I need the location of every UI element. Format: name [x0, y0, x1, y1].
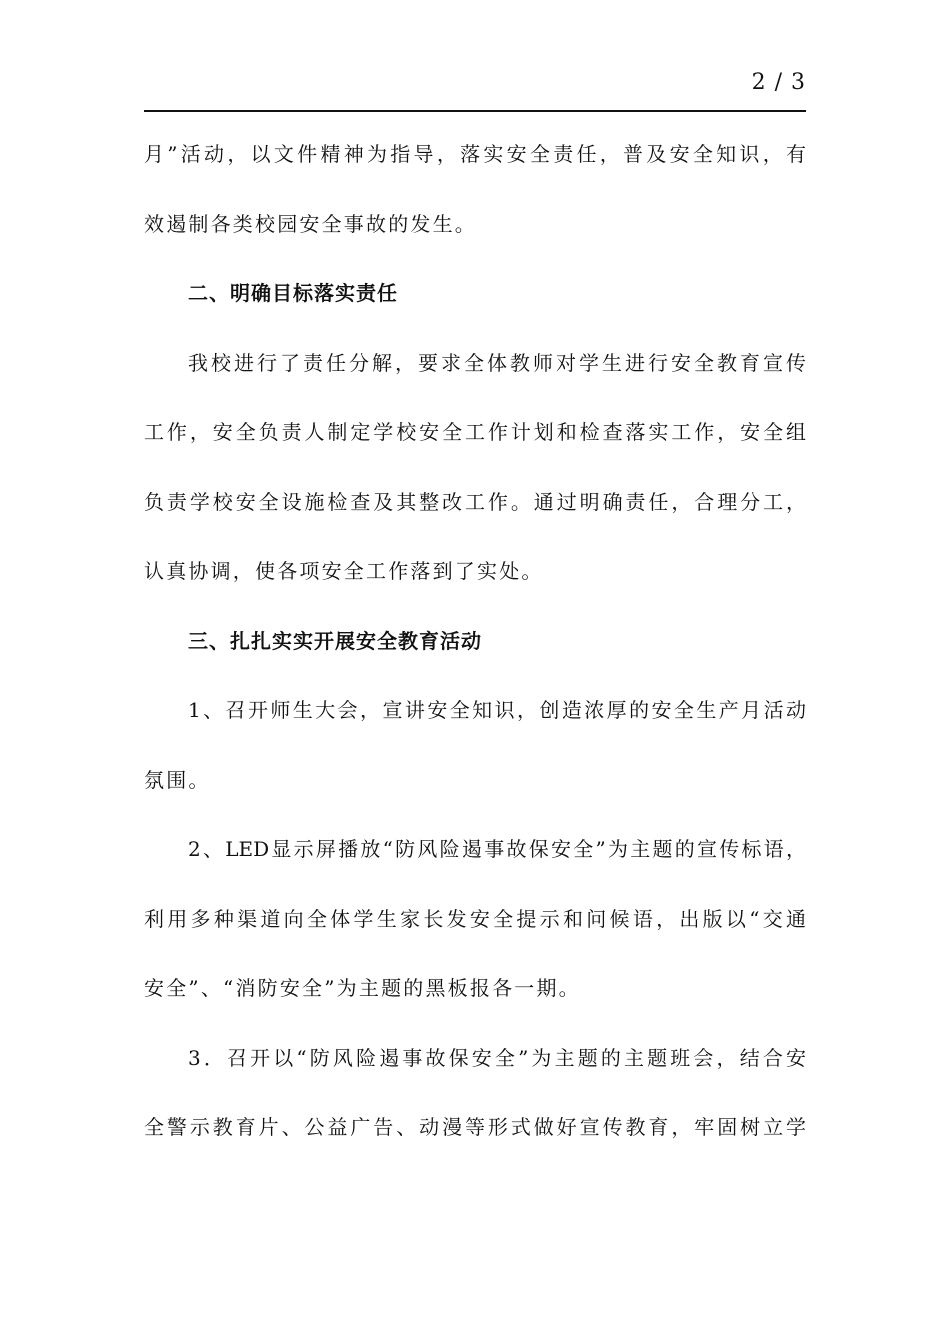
text-line: 3．召开以“防风险遏事故保安全”为主题的主题班会，结合安	[188, 1045, 806, 1070]
section-heading: 三、扎扎实实开展安全教育活动	[188, 628, 482, 653]
section-heading: 二、明确目标落实责任	[188, 281, 398, 305]
text-line: 月”活动，以文件精神为指导，落实安全责任，普及安全知识，有	[144, 142, 806, 166]
text-line: 2、LED显示屏播放“防风险遏事故保安全”为主题的宣传标语，	[188, 837, 806, 861]
text-line: 效遏制各类校园安全事故的发生。	[144, 211, 477, 236]
header-divider	[144, 110, 806, 112]
text-line: 利用多种渠道向全体学生家长发安全提示和问候语，出版以“交通	[144, 906, 806, 931]
page-number: 2 / 3	[751, 70, 806, 95]
text-line: 安全”、“消防安全”为主题的黑板报各一期。	[144, 976, 581, 1000]
text-line: 全警示教育片、公益广告、动漫等形式做好宣传教育，牢固树立学	[144, 1115, 806, 1139]
text-line: 负责学校安全设施检查及其整改工作。通过明确责任，合理分工，	[144, 489, 806, 514]
document-body	[144, 128, 806, 1171]
text-line: 认真协调，使各项安全工作落到了实处。	[144, 559, 544, 583]
text-line: 1、召开师生大会，宣讲安全知识，创造浓厚的安全生产月活动	[188, 698, 806, 722]
text-line: 工作，安全负责人制定学校安全工作计划和检查落实工作，安全组	[144, 420, 806, 444]
text-line: 我校进行了责任分解，要求全体教师对学生进行安全教育宣传	[188, 350, 806, 375]
text-line: 氛围。	[144, 767, 211, 792]
